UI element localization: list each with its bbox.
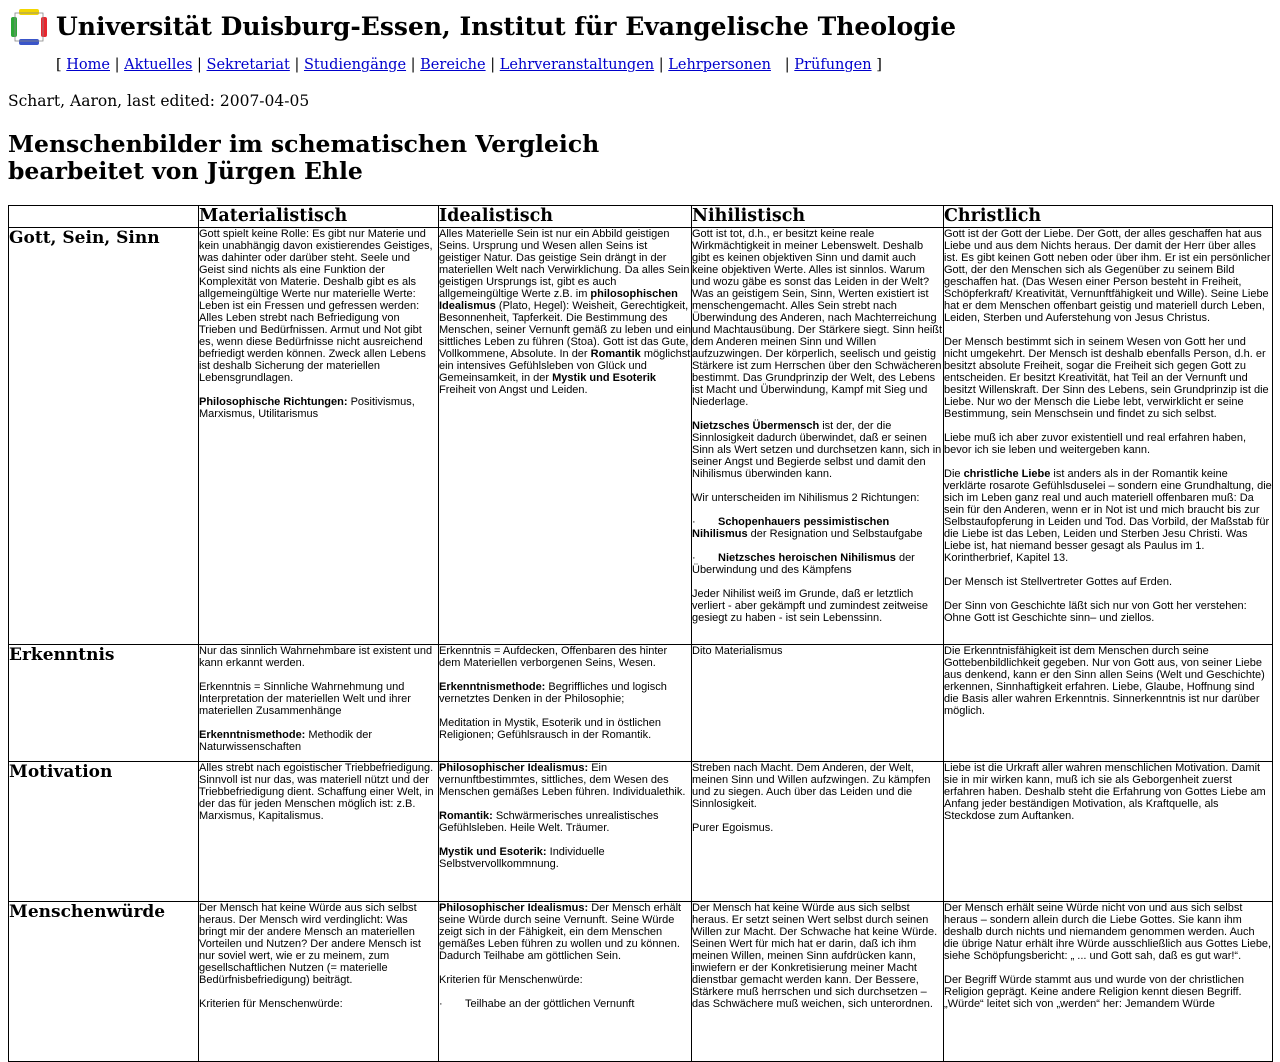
cell-text: Alles Materielle Sein ist nur ein Abbild geistigen Seins. Ursprung und Wesen allen Seins ist geistiger Natur. Das geistige Sein drängt in der materiellen Welt nach Verwirklichung. Da alles Sein geistigen Ursprungs ist, gibt es auch allgemeingültige Werte z.B. im xyxy=(439,228,690,300)
cell-text: Schwärmerisches unrealistisches Gefühlsleben. Heile Welt. Träumer. xyxy=(439,810,659,834)
bold-term: christliche Liebe xyxy=(963,468,1051,480)
cell-text: Jeder Nihilist weiß im Grunde, daß er letztlich verliert - aber gekämpft und zumindest zeitweise gesiegt zu haben - ist sein Lebenssinn. xyxy=(692,588,928,624)
bold-term: Philosophischer Idealismus: xyxy=(439,762,589,774)
table-cell-christlich xyxy=(944,902,1273,1062)
cell-paragraph xyxy=(199,762,438,822)
cell-text: Gott spielt keine Rolle: Es gibt nur Materie und kein unabhängig davon existierendes Geistiges, was dahinter oder darüber steht. Seele und Geist sind nichts als eine Funktion der Komplexität von Materie. Deshalb gibt es als allgemeingültige Werte nur materielle Werte: Leben ist ein Fressen und gefressen werden: Alles Leben strebt nach Befriedigung von Trieben und Bedürfnissen. Armut und Not gibt es, wenn diese Bedürfnisse nicht ausreichend befriedigt werden können. Zweck allen Lebens ist deshalb Sicherung der materiellen Lebensgrundlagen. xyxy=(199,228,433,384)
cell-text: Freiheit von Angst und Leiden. xyxy=(439,384,588,396)
nav-link-aktuelles[interactable]: Aktuelles xyxy=(124,57,193,73)
cell-text: Der Mensch erhält seine Würde nicht von und aus sich selbst heraus – sondern allein durch die Liebe Gottes. Sie kann ihm deshalb durch nichts und niemandem genommen werden. Auch die übrige Natur erhält ihre Würde ausschließlich aus Gottes Liebe, siehe Schöpfungsbericht: „ ... und Gott sah, daß es gut war!“. xyxy=(944,902,1272,962)
cell-text: möglichst ein intensives Gefühlsleben von Glück und Gemeinsamkeit, in der xyxy=(439,348,691,384)
row-header: Erkenntnis xyxy=(9,645,199,762)
cell-text: Erkenntnis = Sinnliche Wahrnehmung und Interpretation der materiellen Welt und ihrer materiellen Zusammenhänge xyxy=(199,681,411,717)
cell-text: Der Mensch erhält seine Würde durch seine Vernunft. Seine Würde zeigt sich in der Fähigkeit, ein dem Menschen gemäßes Leben führen zu wollen und zu können. Dadurch Teilhabe am göttlichen Sein. xyxy=(439,902,682,962)
cell-text: Teilhabe an der göttlichen Vernunft xyxy=(465,998,635,1010)
table-cell-christlich xyxy=(944,228,1273,645)
cell-paragraph xyxy=(439,681,691,705)
nav-link-lehrpersonen[interactable]: Lehrpersonen xyxy=(668,57,771,73)
bullet-icon: · xyxy=(692,516,696,528)
cell-paragraph xyxy=(199,681,438,717)
row-header: Menschenwürde xyxy=(9,902,199,1062)
cell-paragraph xyxy=(199,729,438,753)
cell-paragraph xyxy=(439,974,691,986)
table-cell-materialistisch xyxy=(199,228,439,645)
cell-paragraph xyxy=(692,552,943,576)
cell-paragraph xyxy=(692,516,943,540)
bold-term: philosophischen Idealismus xyxy=(439,288,678,312)
cell-paragraph xyxy=(439,228,691,396)
cell-text: Individuelle Selbstvervollkommnung. xyxy=(439,846,605,870)
cell-paragraph xyxy=(199,902,438,986)
cell-text: Der Mensch ist Stellvertreter Gottes auf Erden. xyxy=(944,576,1173,588)
nav-link-home[interactable]: Home xyxy=(66,57,110,73)
cell-text: Der Mensch hat keine Würde aus sich selbst heraus. Er setzt seinen Wert selbst durch seinen Willen zur Macht. Der Schwache hat keine Würde. Seinen Wert für mich hat er darin, daß ich ihm meinen Willen, meinen Sinn aufdrücken kann, inwiefern er der Konkretisierung meiner Macht dienstbar gemacht werden kann. Der Bessere, Stärkere muß herrschen und sich durchsetzen – das Schwächere muß weichen, sich unterordnen. xyxy=(692,902,938,1010)
column-header: Christlich xyxy=(944,206,1273,228)
column-header-empty xyxy=(9,206,199,228)
site-header xyxy=(10,8,956,46)
cell-text: Der Mensch hat keine Würde aus sich selbst heraus. Der Mensch wird verdinglicht: Was bringt mir der andere Mensch an materiellen Vorteilen und Nutzen? Der andere Mensch ist nur soviel wert, wie er zu meinem, zum gesellschaftlichen Nutzen (= materielle Bedürfnisbefriedigung) beiträgt. xyxy=(199,902,421,986)
cell-text: Gott ist der Gott der Liebe. Der Gott, der alles geschaffen hat aus Liebe und aus dem Nichts heraus. Der damit der Herr über alles ist. Es gibt keinen Gott neben oder über ihm. Er ist ein persönlicher Gott, der den Menschen sich als Gegenüber zu seinem Bild geschaffen hat. (Das Wesen einer Person besteht in Freiheit, Schöpferkraft/ Kreativität, Vernunftfähigkeit und Wille). Seine Liebe hat er dem Menschen offenbart geistig und materiell durch Leben, Leiden, Sterben und Auferstehung von Jesus Christus. xyxy=(944,228,1271,324)
university-logo-icon xyxy=(10,8,48,46)
cell-paragraph xyxy=(944,228,1272,324)
column-header: Idealistisch xyxy=(439,206,692,228)
table-cell-materialistisch xyxy=(199,902,439,1062)
table-cell-christlich xyxy=(944,645,1273,762)
bullet-icon: · xyxy=(692,552,696,564)
table-row xyxy=(9,645,1273,762)
cell-paragraph xyxy=(692,492,943,504)
page-title xyxy=(8,131,599,185)
nav-link-pruefungen[interactable]: Prüfungen xyxy=(794,57,872,73)
bold-term: Nietzsches heroischen Nihilismus xyxy=(718,552,896,564)
cell-text: Liebe muß ich aber zuvor existentiell und real erfahren haben, bevor ich sie leben und weitergeben kann. xyxy=(944,432,1247,456)
site-title: Universität Duisburg-Essen, Institut für Evangelische Theologie xyxy=(56,12,957,41)
cell-text: der Überwindung und des Kämpfens xyxy=(692,552,915,576)
column-header: Nihilistisch xyxy=(692,206,944,228)
cell-paragraph xyxy=(439,645,691,669)
cell-text: Nur das sinnlich Wahrnehmbare ist existent und kann erkannt werden. xyxy=(199,645,433,669)
bold-term: Romantik: xyxy=(439,810,493,822)
cell-paragraph xyxy=(692,228,943,408)
cell-paragraph xyxy=(439,810,691,834)
bold-term: Nietzsches Übermensch xyxy=(692,420,820,432)
table-cell-nihilistisch xyxy=(692,762,944,902)
bold-term: Schopenhauers pessimistischen Nihilismus xyxy=(692,516,890,540)
bold-term: Erkenntnismethode: xyxy=(439,681,546,693)
table-cell-christlich xyxy=(944,762,1273,902)
cell-text: Methodik der Naturwissenschaften xyxy=(199,729,373,753)
row-header: Motivation xyxy=(9,762,199,902)
cell-text: Meditation in Mystik, Esoterik und in östlichen Religionen; Gefühlsrausch in der Romantik. xyxy=(439,717,661,741)
cell-paragraph xyxy=(692,902,943,1010)
nav-link-studiengaenge[interactable]: Studiengänge xyxy=(303,57,407,73)
cell-text: Erkenntnis = Aufdecken, Offenbaren des hinter dem Materiellen verborgenen Seins, Wesen. xyxy=(439,645,668,669)
table-row xyxy=(9,228,1273,645)
table-cell-nihilistisch xyxy=(692,645,944,762)
bold-term: Philosophische Richtungen: xyxy=(199,396,348,408)
cell-paragraph xyxy=(692,822,943,834)
cell-text: Die Erkenntnisfähigkeit ist dem Menschen durch seine Gottebenbildlichkeit gegeben. Nur von Gott aus, von seiner Liebe aus denkend, kann er den Sinn allen Seins (Welt und Geschichte) erkennen, Sinnhaftigkeit erfahren. Liebe, Glaube, Hoffnung sind die Basis aller wahren Erkenntnis. Sinnerkenntnis ist nur darüber möglich. xyxy=(944,645,1265,717)
cell-text: Kriterien für Menschenwürde: xyxy=(439,974,583,986)
nav-link-sekretariat[interactable]: Sekretariat xyxy=(206,57,290,73)
table-row xyxy=(9,902,1273,1062)
cell-text: der Resignation und Selbstaufgabe xyxy=(747,528,923,540)
cell-text: Alles strebt nach egoistischer Triebbefriedigung. Sinnvoll ist nur das, was materiell nützt und der Triebbefriedigung dient. Schaffung einer Welt, in der das für jeden Menschen möglich ist: z.B. Marxismus, Kapitalismus. xyxy=(199,762,434,822)
cell-paragraph xyxy=(944,974,1272,1010)
cell-paragraph xyxy=(439,717,691,741)
table-cell-idealistisch xyxy=(439,645,692,762)
table-header-row xyxy=(9,206,1273,228)
cell-paragraph xyxy=(944,762,1272,822)
cell-paragraph xyxy=(199,396,438,420)
cell-text: Der Sinn von Geschichte läßt sich nur von Gott her verstehen: Ohne Gott ist Geschichte sinn– und ziellos. xyxy=(944,600,1247,624)
cell-text: Liebe ist die Urkraft aller wahren menschlichen Motivation. Damit sie in mir wirken kann, muß ich sie als Geborgenheit zuerst erfahren haben. Deshalb steht die Erfahrung von Gottes Liebe am Anfang jeder beständigen Motivation, als Kraftquelle, als Steckdose zum Auftanken. xyxy=(944,762,1266,822)
cell-text: Kriterien für Menschenwürde: xyxy=(199,998,343,1010)
table-cell-idealistisch xyxy=(439,902,692,1062)
cell-paragraph xyxy=(439,762,691,798)
cell-text: Streben nach Macht. Dem Anderen, der Welt, meinen Sinn und Willen aufzwingen. Zu kämpfen und zu siegen. Auch über das Leiden und die Sinnlosigkeit. xyxy=(692,762,931,810)
table-cell-nihilistisch xyxy=(692,902,944,1062)
cell-paragraph xyxy=(199,645,438,669)
author-line: Schart, Aaron, last edited: 2007-04-05 xyxy=(8,92,310,110)
table-cell-idealistisch xyxy=(439,762,692,902)
cell-paragraph xyxy=(439,998,691,1010)
cell-paragraph xyxy=(199,228,438,384)
nav-link-lehrveranstaltungen[interactable]: Lehrveranstaltungen xyxy=(499,57,655,73)
cell-paragraph xyxy=(944,432,1272,456)
cell-text: Der Begriff Würde stammt aus und wurde von der christlichen Religion geprägt. Keine andere Religion kennt diesen Begriff. „Würde“ leitet sich von „werden“ her: Jemandem Würde xyxy=(944,974,1244,1010)
cell-text: Der Mensch bestimmt sich in seinem Wesen von Gott her und nicht umgekehrt. Der Mensch ist deshalb ebenfalls Person, d.h. er besitzt absolute Freiheit, sogar die Freiheit sich gegen Gott zu entscheiden. Er besitzt Kreativität, hat Teil an der Vernunft und besitzt Willenskraft. Der Sinn des Lebens, sein Grundprinzip ist die Liebe. Nur wo der Mensch die Liebe lebt, verwirklicht er seine Bestimmung, sein Menschsein und findet zu sich selbst. xyxy=(944,336,1269,420)
cell-text: (Plato, Hegel): Weisheit, Gerechtigkeit, Besonnenheit, Tapferkeit. Die Bestimmung des Menschen, seiner Vernunft gemäß zu leben und ein sittliches Leben zu führen (Stoa). Gott ist das Gute, Vollkommene, Absolute. In der xyxy=(439,300,691,360)
cell-paragraph xyxy=(439,846,691,870)
bold-term: Romantik xyxy=(590,348,641,360)
column-header: Materialistisch xyxy=(199,206,439,228)
cell-text: Positivismus, Marxismus, Utilitarismus xyxy=(199,396,415,420)
cell-paragraph xyxy=(439,902,691,962)
page-title-line2: bearbeitet von Jürgen Ehle xyxy=(8,157,363,185)
cell-text: Gott ist tot, d.h., er besitzt keine reale Wirkmächtigkeit in meiner Lebenswelt. Deshalb gibt es keinen objektiven Sinn und damit auch keine objektiven Werte. Alles ist sinnlos. Warum und wozu gäbe es sonst das Leiden in der Welt? Was an geistigem Sein, Sinn, Werten existiert ist menschengemacht. Alles Sein strebt nach Überwindung des Anderen, nach Machterreichung und Machtausübung. Der Stärkere siegt. Sinn heißt dem Anderen meinen Sinn und Willen aufzuzwingen. Der körperlich, seelisch und geistig Stärkere ist zum Herrschen über den Schwächeren bestimmt. Das Grundprinzip der Welt, des Lebens ist Macht und Überwindung, Kampf mit Sieg und Niederlage. xyxy=(692,228,943,408)
cell-paragraph xyxy=(944,336,1272,420)
bold-term: Erkenntnismethode: xyxy=(199,729,306,741)
cell-paragraph xyxy=(944,902,1272,962)
table-cell-materialistisch xyxy=(199,645,439,762)
page-title-line1: Menschenbilder im schematischen Vergleich xyxy=(8,130,600,158)
cell-text: ist anders als in der Romantik keine verklärte rosarote Gefühlsduselei – sondern eine Grundhaltung, die sich im Leben ganz real und auch materiell offenbaren muß: Da sein für den Anderen, wenn er in Not ist und mich braucht bis zur Selbstaufopferung in Leiden und Tod. Das Vorbild, der Maßstab für die Liebe ist das Leben, Leiden und Sterben Jesu Christi. Was Liebe ist, hat niemand besser gesagt als Paulus im 1. Korintherbrief, Kapitel 13. xyxy=(944,468,1272,564)
cell-paragraph xyxy=(944,645,1272,717)
cell-paragraph xyxy=(692,645,943,657)
table-cell-nihilistisch xyxy=(692,228,944,645)
table-cell-materialistisch xyxy=(199,762,439,902)
nav-link-bereiche[interactable]: Bereiche xyxy=(420,57,486,73)
cell-text: Wir unterscheiden im Nihilismus 2 Richtungen: xyxy=(692,492,920,504)
cell-paragraph xyxy=(692,420,943,480)
bold-term: Mystik und Esoterik xyxy=(552,372,657,384)
bold-term: Philosophischer Idealismus: xyxy=(439,902,589,914)
cell-paragraph xyxy=(199,998,438,1010)
cell-text: Purer Egoismus. xyxy=(692,822,774,834)
cell-text: Dito Materialismus xyxy=(692,645,783,657)
cell-paragraph xyxy=(944,600,1272,624)
cell-text: Begriffliches und logisch vernetztes Denken in der Philosophie; xyxy=(439,681,667,705)
table-cell-idealistisch xyxy=(439,228,692,645)
cell-paragraph xyxy=(692,588,943,624)
cell-text: Die xyxy=(944,468,964,480)
cell-text: ist der, der die Sinnlosigkeit dadurch überwindet, daß er seinen Sinn als Wert setzen und durchsetzen kann, sich in seiner Angst und Begierde selbst und damit den Nihilismus überwinden kann. xyxy=(692,420,942,480)
main-nav: [ Home | Aktuelles | Sekretariat | Studiengänge | Bereiche | Lehrveranstaltungen | Lehrpersonen | Prüfungen ] xyxy=(56,57,882,73)
table-row xyxy=(9,762,1273,902)
cell-text: Ein vernunftbestimmtes, sittliches, dem Wesen des Menschen gemäßes Leben führen. Individualethik. xyxy=(439,762,686,798)
comparison-table xyxy=(8,205,1273,1062)
bullet-icon: · xyxy=(439,998,443,1010)
cell-paragraph xyxy=(692,762,943,810)
row-header: Gott, Sein, Sinn xyxy=(9,228,199,645)
bold-term: Mystik und Esoterik: xyxy=(439,846,547,858)
cell-paragraph xyxy=(944,468,1272,564)
cell-paragraph xyxy=(944,576,1272,588)
